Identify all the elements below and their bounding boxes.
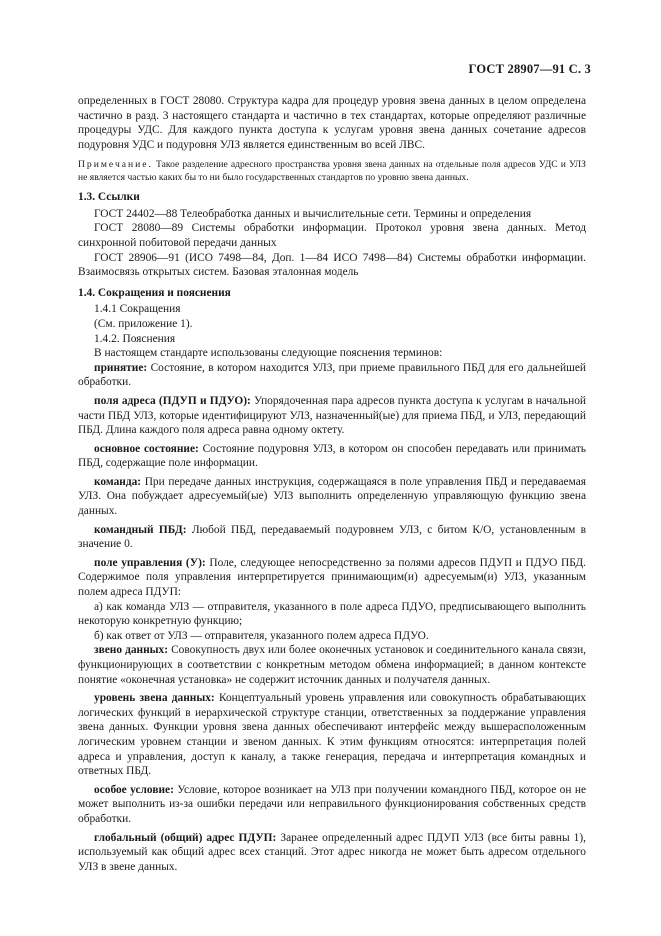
list-item-a: а) как команда УЛЗ — отправителя, указанного в поле адреса ПДУО, предписывающего выполнить некоторую конкретную функцию; — [78, 600, 586, 628]
term-name: поле управления (У): — [94, 556, 206, 569]
section-1-4-heading: 1.4. Сокращения и пояснения — [78, 286, 231, 299]
term-name: глобальный (общий) адрес ПДУП: — [94, 831, 277, 844]
subsection-1-4-1: 1.4.1 Сокращения — [94, 303, 181, 316]
term-text: Совокупность двух или более оконечных установок и соединительного канала связи, функционирующих в соответствии с конкретным методом обмена информацией; в данном контексте понятие «оконечная установка» не содержит источник данных и получателя данных. — [78, 644, 587, 686]
term-definition — [78, 361, 586, 390]
page-header: ГОСТ 28907—91 С. 3 — [468, 62, 591, 76]
term-name: поля адреса (ПДУП и ПДУО): — [94, 394, 251, 407]
term-name: особое условие: — [94, 783, 174, 796]
term-name: команда: — [94, 475, 142, 488]
terms-intro: В настоящем стандарте использованы следующие пояснения терминов: — [94, 347, 443, 360]
note-label: Примечание. — [78, 159, 153, 171]
term-name: командный ПБД: — [94, 523, 187, 536]
page-content — [78, 94, 586, 874]
term-definition — [78, 556, 586, 600]
term-definition — [78, 394, 586, 438]
term-definition — [78, 691, 586, 779]
term-text: Любой ПБД, передаваемый подуровнем УЛЗ, с битом К/О, установленным в значение 0. — [78, 523, 587, 551]
term-text: Заранее определенный адрес ПДУП УЛЗ (все биты равны 1), используемый как общий адрес всех станций. Этот адрес никогда не может быть адресом отдельного УЛЗ в звене данных. — [78, 831, 586, 873]
term-text: Условие, которое возникает на УЛЗ при получении командного ПБД, которое он не может выполнить из-за ошибки передачи или неправильного функционирования собственных средств обработки. — [78, 783, 587, 825]
note-text: Такое разделение адресного пространства уровня звена данных на отдельные поля адресов УДС и УЛЗ не является частью каких бы то ни было государственных стандартов по уровню звена данных. — [78, 159, 586, 183]
reference-item: ГОСТ 24402—88 Телеобработка данных и вычислительные сети. Термины и определения — [94, 207, 532, 220]
term-text: Состояние, в котором находится УЛЗ, при приеме правильного ПБД для его дальнейшей обработки. — [78, 361, 586, 389]
subsection-1-4-2: 1.4.2. Пояснения — [94, 332, 176, 345]
intro-paragraph: определенных в ГОСТ 28080. Структура кадра для процедур уровня звена данных в целом определена частично в разд. 3 настоящего стандарта и частично в тех стандартах, которые определяют различные процедуры УДС. Для каждого пункта доступа к услугам уровня звена данных сочетание адресов подуровня УДС и подуровня УЛЗ является единственным во всей ЛВС. — [78, 95, 586, 151]
term-definition — [78, 475, 586, 519]
term-text: При передаче данных инструкция, содержащаяся в поле управления ПБД и передаваемая УЛЗ. Она побуждает адресуемый(ые) УЛЗ выполнить определенную управляющую функцию звена данных. — [78, 475, 586, 518]
term-text: Упорядоченная пара адресов пункта доступа к услугам в начальной части ПБД УЛЗ, которые идентифицируют УЛЗ, назначенный(ые) для приема ПБД, и УЛЗ, передающий ПБД. Длина каждого поля адреса равна одному октету. — [78, 394, 587, 437]
list-item-b: б) как ответ от УЛЗ — отправителя, указанного полем адреса ПДУО. — [94, 629, 429, 642]
term-definition — [78, 442, 586, 471]
term-name: основное состояние: — [94, 442, 199, 455]
reference-item: ГОСТ 28906—91 (ИСО 7498—84, Доп. 1—84 ИСО 7498—84) Системы обработки информации. Взаимосвязь открытых систем. Базовая эталонная модель — [78, 251, 586, 279]
term-text: Состояние подуровня УЛЗ, в котором он способен передавать или принимать ПБД, содержащие поле информации. — [78, 442, 586, 470]
subsection-1-4-1-ref: (См. приложение 1). — [94, 317, 193, 330]
term-definition — [78, 783, 586, 827]
section-1-3-heading: 1.3. Ссылки — [78, 191, 140, 204]
reference-item: ГОСТ 28080—89 Системы обработки информации. Протокол уровня звена данных. Метод синхронной побитовой передачи данных — [78, 222, 586, 249]
term-name: принятие: — [94, 361, 148, 374]
term-definition — [78, 643, 586, 687]
term-definition — [78, 523, 586, 552]
term-text: Концептуальный уровень управления или совокупность обрабатывающих логических функций в иерархической структуре станции, ответственных за поддержание управления звена данных. Функции уровня звена данных обеспечивают интерфейс между вышерасположенным логическим уровнем станции и звеном данных. К этим функциям относятся: интерпретация полей адреса и управления, доступ к каналу, а также генерация, передача и интерпретация командных и ответных ПБД. — [78, 692, 586, 778]
term-name: уровень звена данных: — [94, 692, 215, 705]
term-text: Поле, следующее непосредственно за полями адресов ПДУП и ПДУО ПБД. Содержимое поля управления интерпретируется принимающим(и) адресуемым(и) УЛЗ, указанным полем адреса ПДУП: — [78, 556, 586, 599]
note-paragraph — [78, 159, 586, 184]
term-name: звено данных: — [94, 644, 169, 657]
term-definition — [78, 831, 586, 875]
